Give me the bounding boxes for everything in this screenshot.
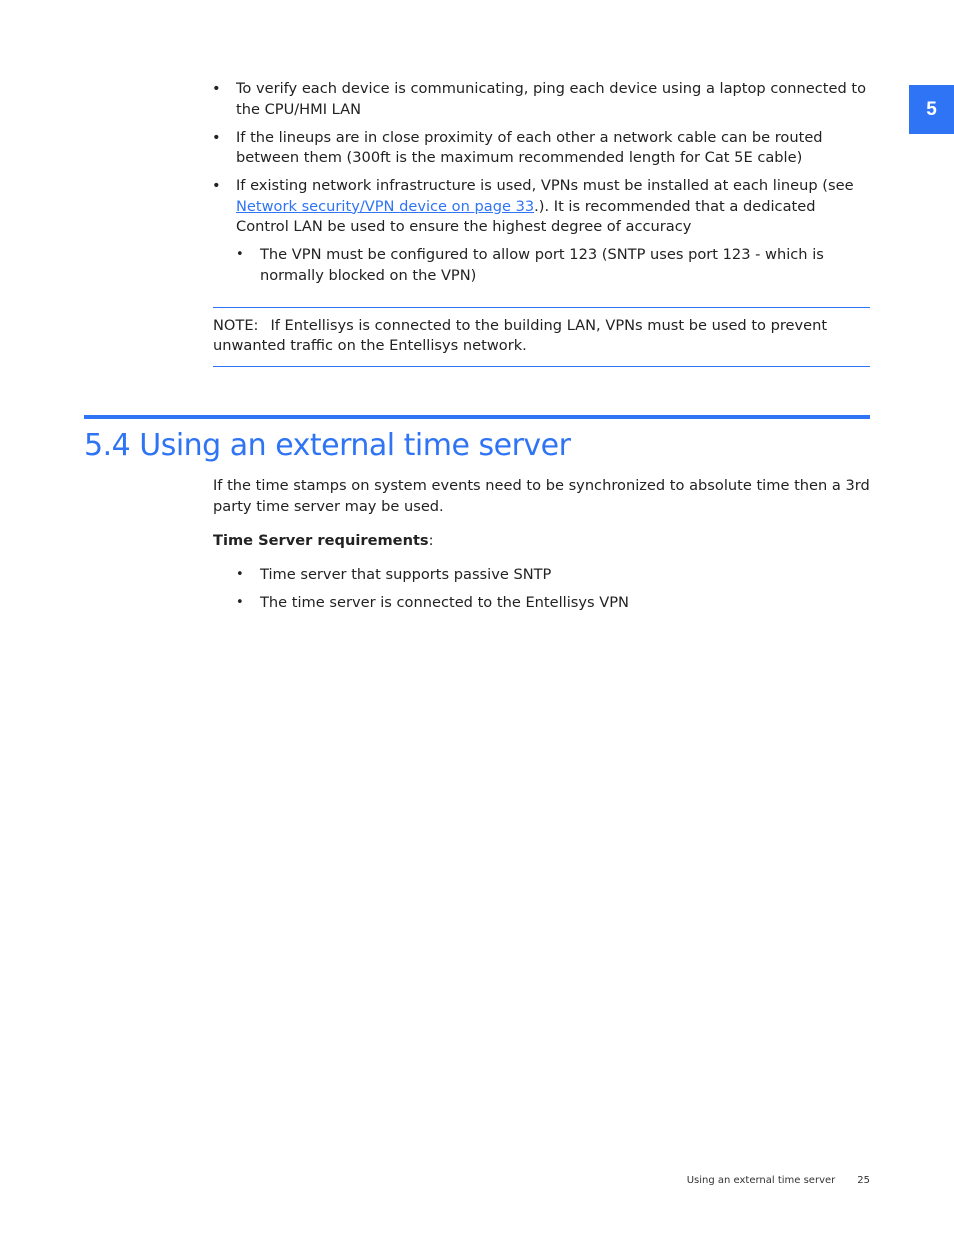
sub-list-item bbox=[236, 245, 872, 286]
bullet-icon: • bbox=[212, 80, 221, 97]
bullet-icon: • bbox=[236, 247, 244, 262]
note-box bbox=[213, 307, 870, 367]
list-item bbox=[212, 79, 872, 120]
bullet-list bbox=[212, 79, 872, 294]
list-item-text: The time server is connected to the Entellisys VPN bbox=[260, 594, 629, 611]
chapter-tab: 5 bbox=[909, 85, 954, 134]
list-item bbox=[236, 593, 856, 614]
note-text bbox=[213, 316, 870, 356]
bullet-icon: • bbox=[212, 128, 221, 146]
footer-running-title: Using an external time server bbox=[686, 1175, 836, 1186]
requirements-heading-label: Time Server requirements bbox=[213, 532, 429, 549]
page-number: 25 bbox=[857, 1175, 870, 1186]
section-title: 5.4 Using an external time server bbox=[84, 428, 571, 463]
requirements-list bbox=[236, 565, 856, 621]
requirements-heading-colon: : bbox=[428, 532, 434, 549]
list-item-text: To verify each device is communicating, ping each device using a laptop connected to the CPU/HMI LAN bbox=[236, 80, 867, 118]
note-label: NOTE: bbox=[213, 317, 259, 334]
sub-list-item-text: The VPN must be configured to allow port 123 (SNTP uses port 123 - which is normally blocked on the VPN) bbox=[260, 246, 824, 284]
list-item-text: If the lineups are in close proximity of each other a network cable can be routed between them (300ft is the maximum recommended length for Cat 5E cable) bbox=[236, 128, 823, 166]
list-item bbox=[236, 565, 856, 586]
list-item-text-end: .). It is recommended that a dedicated Control LAN be used to ensure the highest degree of accuracy bbox=[236, 197, 816, 235]
bullet-icon: • bbox=[236, 567, 244, 582]
section-intro: If the time stamps on system events need to be synchronized to absolute time then a 3rd party time server may be used. bbox=[213, 477, 870, 515]
list-item bbox=[212, 128, 872, 169]
page-footer bbox=[660, 1175, 870, 1186]
note-body: If Entellisys is connected to the building LAN, VPNs must be used to prevent unwanted traffic on the Entellisys network. bbox=[213, 317, 828, 354]
bullet-icon: • bbox=[212, 177, 221, 194]
cross-reference-link[interactable]: Network security/VPN device on page 33 bbox=[236, 197, 535, 215]
list-item-text: Time server that supports passive SNTP bbox=[260, 566, 552, 583]
list-item-text-start: If existing network infrastructure is used, VPNs must be installed at each lineup (see bbox=[236, 177, 854, 194]
list-item bbox=[212, 176, 872, 286]
section-divider bbox=[84, 415, 870, 419]
bullet-icon: • bbox=[236, 595, 244, 610]
requirements-heading bbox=[213, 531, 434, 551]
